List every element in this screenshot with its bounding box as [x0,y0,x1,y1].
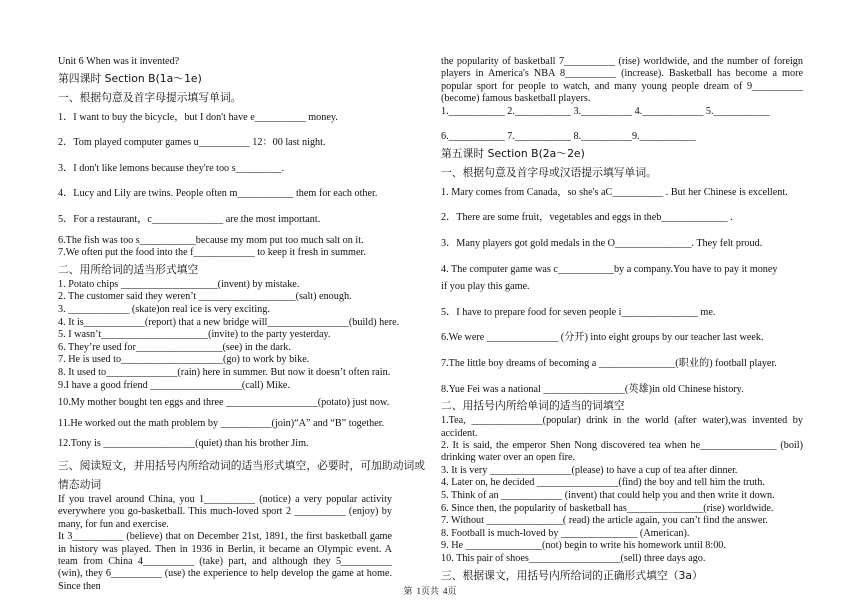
question-item: 7. Without _______________( read) the article again, you can’t find the answer. [441,515,768,527]
part3-heading-cont: 情态动词 [58,477,102,491]
question-item: 4. Later on, he decided ________________(find) the boy and tell him the truth. [441,477,765,489]
right-column [441,56,803,585]
page-number: 1页共 [416,586,439,596]
question-item: 10.My mother bought ten eggs and three __________________(potato) just now. [58,397,390,409]
question-item: 8. Football is much-loved by _______________ (American). [441,527,690,539]
question-item: 4. It is____________(report) that a new bridge will________________(build) here. [58,316,400,328]
part1-heading: 一、根据句意及首字母提示填写单词。 [58,90,242,104]
question-item: 9.I have a good friend __________________(call) Mike. [58,379,290,391]
question-item: 5．For a restaurant，c______________ are the most important. [58,213,321,225]
question-item: 2. The customer said they weren’t ___________________(salt) enough. [58,291,352,303]
question-item: 12.Tony is __________________(quiet) than his brother Jim. [58,438,309,450]
question-item: 3．I don't like lemons because they're too s_________. [58,162,285,174]
question-item: 5. Think of an ____________ (invent) that could help you and then write it down. [441,489,775,501]
page-total: 4页 [443,586,457,596]
question-item: 7.The little boy dreams of becoming a _______________(职业的) football player. [441,357,777,369]
question-item: 1. Mary comes from Canada，so she's aC__________ . But her Chinese is excellent. [441,186,788,198]
question-item: 10. This pair of shoes__________________(sell) three days ago. [441,552,706,564]
part3-heading: 三、根据课文，用括号内所给词的正确形式填空（3a） [441,568,703,582]
question-item: 6.We were ______________ (分开) into eight groups by our teacher last week. [441,332,764,344]
question-item: 9. He _______________(not) begin to write his homework until 8:00. [441,540,726,552]
question-item: 6.The fish was too s___________because my mom put too much salt on it. [58,234,364,246]
question-item: 1.Tea, ______________(popular) drink in the world (after water),was invented by accident. [441,415,803,439]
passage-paragraph: It 3__________ (believe) that on December 21st, 1891, the first basketball game in history was played. Then in 1936 in Berlin, it became an Olympic event. A team from China 4__________ (take) part, and although they 5__________ (win), they 6__________ (use) the experience to help develop the game at home. Since then [58,531,392,592]
question-item: 2. It is said, the emperor Shen Nong discovered tea when he_______________ (boil) drinking water over an open fire. [441,439,803,464]
question-item: 1. Potato chips ___________________(invent) by mistake. [58,278,300,290]
question-item: 8.Yue Fei was a national ________________(英雄)in old Chinese history. [441,383,744,395]
answer-blanks-row: 1.___________ 2.___________ 3.__________ 4.____________ 5.___________ [441,105,770,117]
page-prefix: 第 [403,586,413,596]
lesson-4-heading: 第四课时 Section B(1a～1e) [58,71,202,85]
question-item: 6. They’re used for_________________(see) in the dark. [58,341,291,353]
question-item: 4. The computer game was c___________by a company.You have to pay it money [441,263,778,275]
left-column [58,56,426,593]
question-item: 11.He worked out the math problem by __________(join)“A” and “B” together. [58,417,385,429]
question-item: 5．I have to prepare food for seven people i_______________ me. [441,306,716,318]
part1-heading: 一、根据句意及首字母或汉语提示填写单词。 [441,165,657,179]
question-item: 6. Since then, the popularity of basketball has_______________(rise) worldwide. [441,502,774,514]
question-item: if you play this game. [441,281,530,293]
question-item: 5. I wasn’t_____________________(invite) to the party yesterday. [58,329,331,341]
answer-blanks-row: 6.___________ 7.___________ 8.__________9.___________ [441,131,696,143]
unit-title: Unit 6 When was it invented? [58,56,180,67]
question-item: 2．There are some fruit，vegetables and eggs in theb_____________ . [441,212,733,224]
page-footer [0,584,860,597]
part2-heading: 二、用括号内所给单词的适当的词填空 [441,399,625,413]
part3-heading: 三、阅读短文，并用括号内所给动词的适当形式填空，必要时，可加助动词或 [58,458,426,472]
passage-paragraph: If you travel around China, you 1__________ (notice) a very popular activity everywhere you go-basketball. This much-loved sport 2 __________ (enjoy) by many, for fun and exercise. [58,493,392,530]
question-item: 3. ____________ (skate)on real ice is very exciting. [58,303,270,315]
part2-heading: 二、用所给词的适当形式填空 [58,262,199,276]
question-item: 7.We often put the food into the f____________ to keep it fresh in summer. [58,247,366,259]
question-item: 2．Tom played computer games u__________ 12：00 last night. [58,137,326,149]
question-item: 7. He is used to____________________(go) to work by bike. [58,354,310,366]
question-item: 1．I want to buy the bicycle，but I don't have e__________ money. [58,111,338,123]
lesson-5-heading: 第五课时 Section B(2a～2e) [441,146,585,160]
passage-paragraph: the popularity of basketball 7__________ (rise) worldwide, and the number of foreign players in America's NBA 8__________ (increase). Basketball has become a more popular sport for people to watch, and many young people dream of 9__________ (become) famous basketball players. [441,56,803,105]
question-item: 3．Many players got gold medals in the O_______________. They felt proud. [441,238,763,249]
question-item: 4．Lucy and Lily are twins. People often m___________ them for each other. [58,188,378,200]
question-item: 8. It used to______________(rain) here in summer. But now it doesn’t often rain. [58,366,391,378]
question-item: 3. It is very ________________(please) to have a cup of tea after dinner. [441,464,738,476]
